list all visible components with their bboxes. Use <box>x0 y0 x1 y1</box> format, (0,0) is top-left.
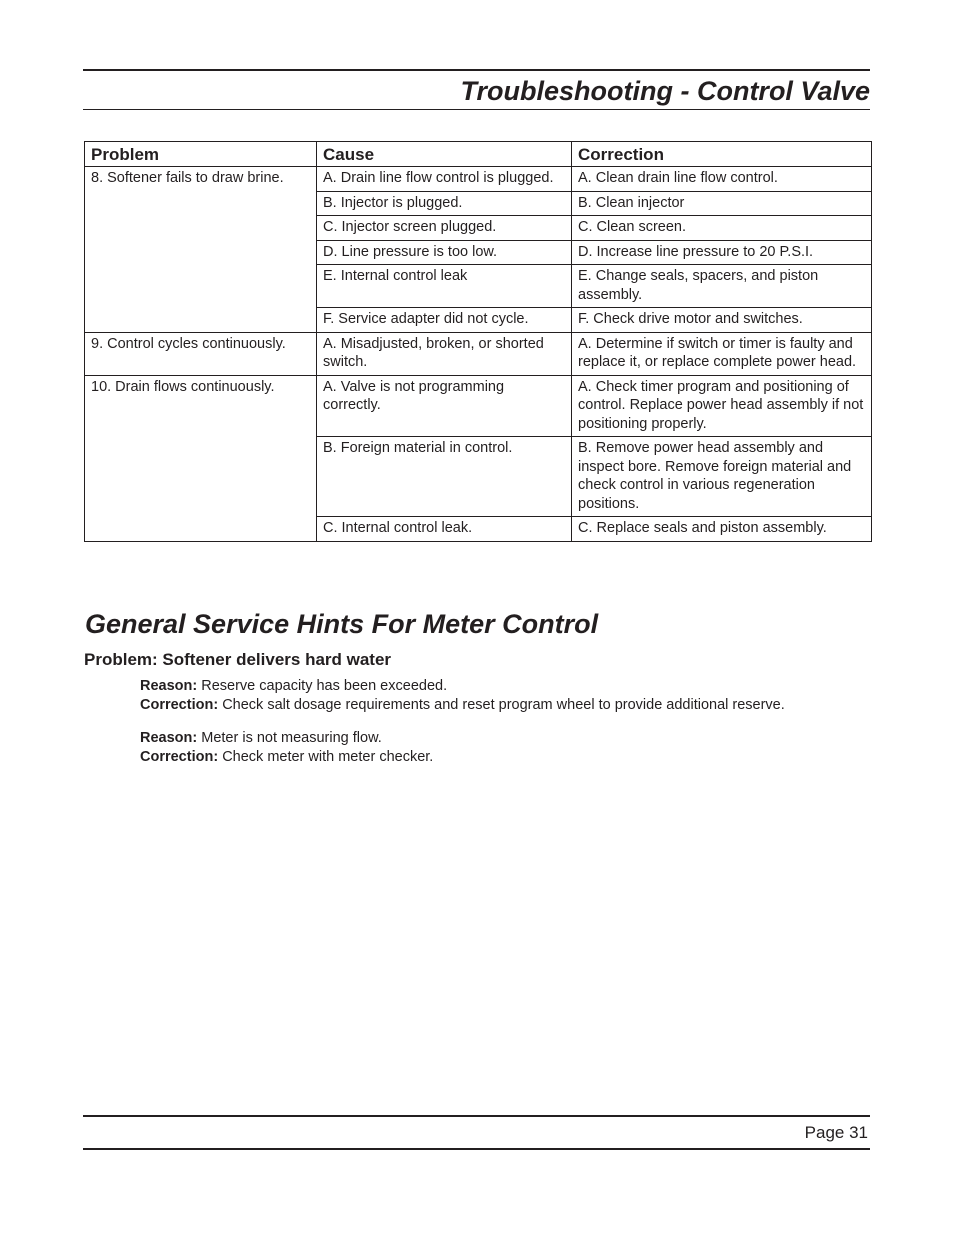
correction-line <box>140 748 433 767</box>
correction-text: Check salt dosage requirements and reset program wheel to provide additional reserve. <box>222 697 785 713</box>
footer-rule-bottom <box>83 1148 870 1150</box>
reason-label: Reason: <box>140 730 198 746</box>
header-rule-bottom <box>83 109 870 110</box>
reason-text: Meter is not measuring flow. <box>201 730 382 746</box>
reason-label: Reason: <box>140 678 198 694</box>
hint-item <box>140 677 785 715</box>
correction-cell: B. Clean injector <box>572 191 872 216</box>
header-problem: Problem <box>85 142 317 167</box>
footer-rule-top <box>83 1115 870 1117</box>
hint-item <box>140 729 433 767</box>
header-correction: Correction <box>572 142 872 167</box>
header-rule-top <box>83 69 870 71</box>
correction-cell: D. Increase line pressure to 20 P.S.I. <box>572 240 872 265</box>
correction-cell: A. Determine if switch or timer is faulty and replace it, or replace complete power head. <box>572 332 872 375</box>
correction-text: Check meter with meter checker. <box>222 749 434 765</box>
troubleshooting-table <box>84 141 872 542</box>
correction-label: Correction: <box>140 697 219 713</box>
cause-cell: D. Line pressure is too low. <box>317 240 572 265</box>
correction-label: Correction: <box>140 749 219 765</box>
cause-cell: A. Misadjusted, broken, or shorted switch. <box>317 332 572 375</box>
problem-cell: 10. Drain flows continuously. <box>85 375 317 541</box>
correction-cell: A. Check timer program and positioning of control. Replace power head assembly if not positioning properly. <box>572 375 872 437</box>
correction-cell: C. Clean screen. <box>572 216 872 241</box>
table-row <box>85 332 872 375</box>
correction-cell: C. Replace seals and piston assembly. <box>572 517 872 542</box>
cause-cell: A. Valve is not programming correctly. <box>317 375 572 437</box>
correction-cell: B. Remove power head assembly and inspect bore. Remove foreign material and check control in various regeneration positions. <box>572 437 872 517</box>
cause-cell: C. Injector screen plugged. <box>317 216 572 241</box>
reason-text: Reserve capacity has been exceeded. <box>201 678 448 694</box>
cause-cell: B. Injector is plugged. <box>317 191 572 216</box>
correction-cell: E. Change seals, spacers, and piston assembly. <box>572 265 872 308</box>
correction-line <box>140 696 785 715</box>
cause-cell: B. Foreign material in control. <box>317 437 572 517</box>
problem-heading: Problem: Softener delivers hard water <box>84 650 392 669</box>
correction-cell: F. Check drive motor and switches. <box>572 308 872 333</box>
table-header-row <box>85 142 872 167</box>
table-row <box>85 375 872 437</box>
cause-cell: F. Service adapter did not cycle. <box>317 308 572 333</box>
reason-line <box>140 729 433 748</box>
header-cause: Cause <box>317 142 572 167</box>
cause-cell: C. Internal control leak. <box>317 517 572 542</box>
problem-cell: 9. Control cycles continuously. <box>85 332 317 375</box>
correction-cell: A. Clean drain line flow control. <box>572 167 872 192</box>
table-row <box>85 167 872 192</box>
cause-cell: A. Drain line flow control is plugged. <box>317 167 572 192</box>
reason-line <box>140 677 785 696</box>
cause-cell: E. Internal control leak <box>317 265 572 308</box>
page-number: Page 31 <box>804 1123 868 1142</box>
section-title: General Service Hints For Meter Control <box>85 609 599 639</box>
page-title: Troubleshooting - Control Valve <box>460 76 870 106</box>
problem-cell: 8. Softener fails to draw brine. <box>85 167 317 333</box>
